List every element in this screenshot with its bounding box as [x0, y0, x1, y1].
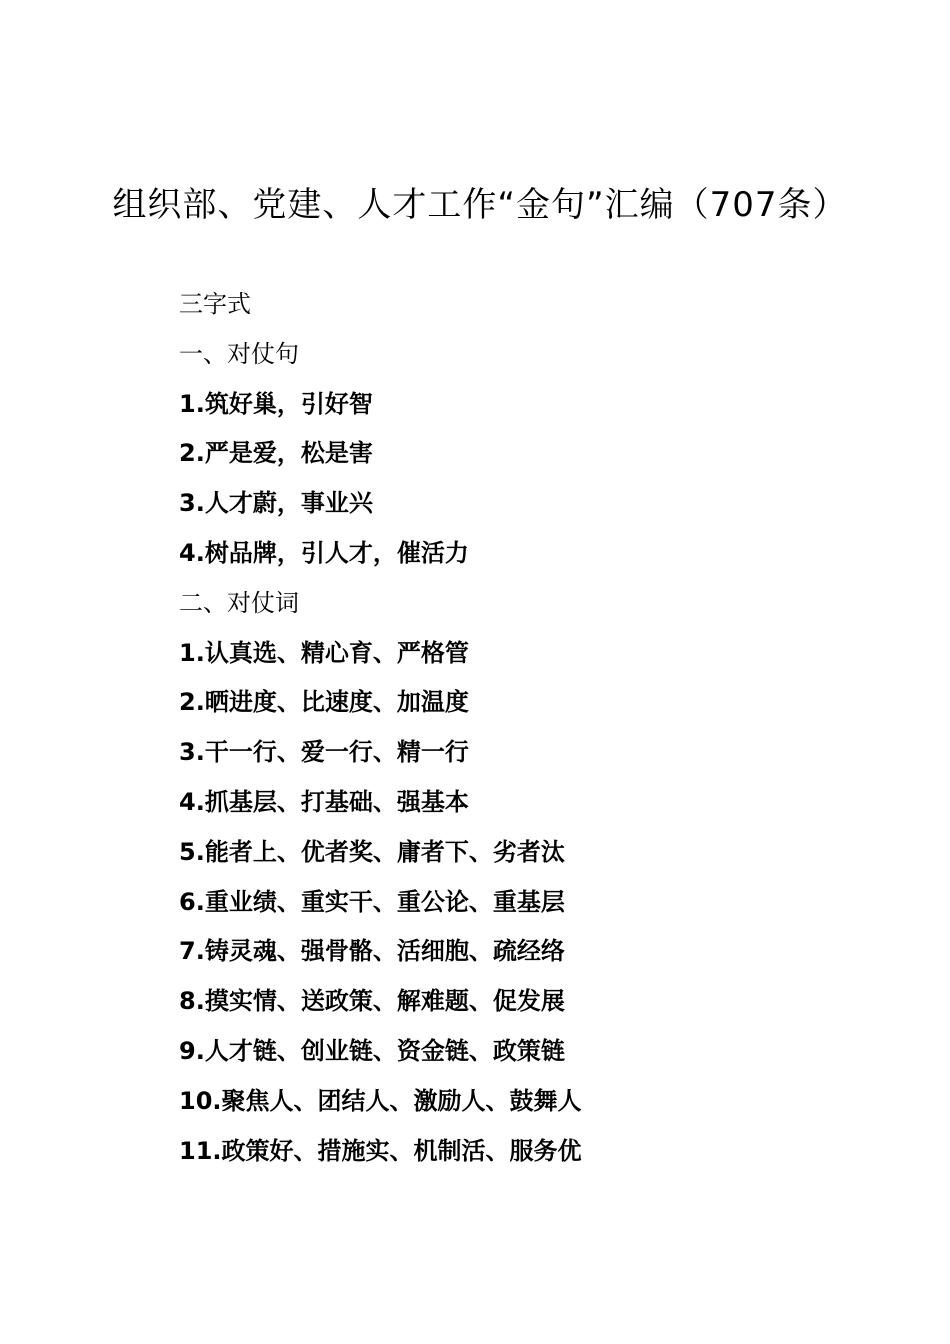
list-item: 2.晒进度、比速度、加温度 [179, 688, 469, 717]
list-item: 7.铸灵魂、强骨骼、活细胞、疏经络 [179, 937, 565, 966]
list-item: 4.抓基层、打基础、强基本 [179, 787, 469, 816]
section-heading: 三字式 [179, 290, 251, 318]
list-item: 6.重业绩、重实干、重公论、重基层 [179, 887, 565, 916]
part-one-heading: 一、对仗句 [179, 339, 299, 368]
list-item: 2.严是爱，松是害 [179, 439, 373, 468]
list-item: 11.政策好、措施实、机制活、服务优 [179, 1136, 582, 1165]
part-two-heading: 二、对仗词 [179, 588, 299, 617]
list-item: 1.筑好巢，引好智 [179, 389, 373, 418]
list-item: 1.认真选、精心育、严格管 [179, 638, 469, 667]
list-item: 9.人才链、创业链、资金链、政策链 [179, 1036, 565, 1065]
list-item: 3.人才蔚，事业兴 [179, 489, 373, 518]
document-title: 组织部、党建、人才工作“金句”汇编（707条） [112, 185, 848, 225]
document-body [179, 280, 879, 1176]
list-item: 3.干一行、爱一行、精一行 [179, 738, 469, 767]
list-item: 4.树品牌，引人才，催活力 [179, 538, 469, 567]
list-item: 8.摸实情、送政策、解难题、促发展 [179, 987, 565, 1016]
list-item: 10.聚焦人、团结人、激励人、鼓舞人 [179, 1086, 582, 1115]
list-item: 5.能者上、优者奖、庸者下、劣者汰 [179, 837, 565, 866]
